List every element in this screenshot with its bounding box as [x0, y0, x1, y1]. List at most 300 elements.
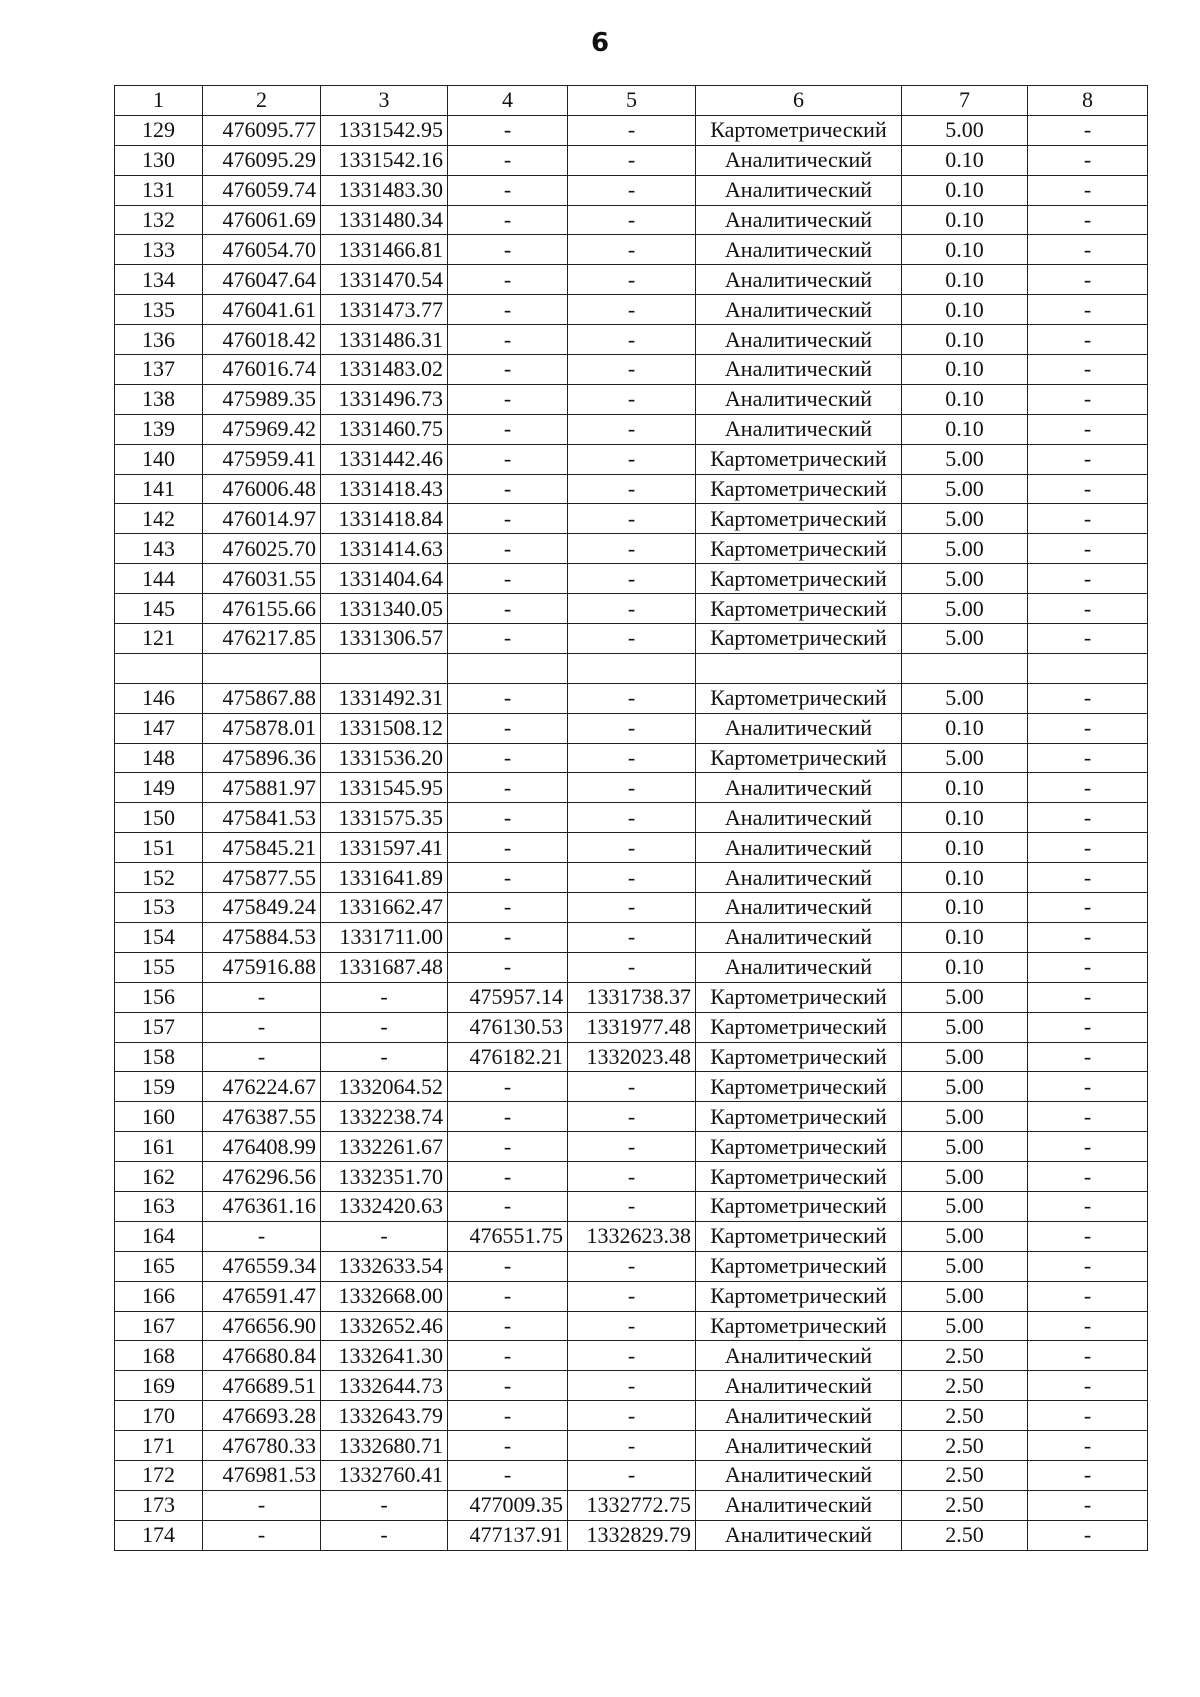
table-cell: - — [321, 1012, 448, 1042]
table-cell: 476680.84 — [203, 1341, 321, 1371]
table-cell: 165 — [115, 1251, 203, 1281]
table-cell: 476047.64 — [203, 265, 321, 295]
column-header: 2 — [203, 86, 321, 116]
table-cell: 476224.67 — [203, 1072, 321, 1102]
table-cell: 2.50 — [902, 1490, 1028, 1520]
table-row — [115, 1042, 1148, 1072]
table-cell: 1332829.79 — [568, 1520, 696, 1550]
table-cell: 135 — [115, 295, 203, 325]
table-cell: - — [568, 1401, 696, 1431]
table-row — [115, 922, 1148, 952]
table-cell: 0.10 — [902, 863, 1028, 893]
table-cell: - — [1028, 1281, 1148, 1311]
table-row — [115, 534, 1148, 564]
table-cell: 172 — [115, 1460, 203, 1490]
table-cell: 0.10 — [902, 205, 1028, 235]
table-cell: - — [448, 893, 568, 923]
table-cell: Картометрический — [696, 534, 902, 564]
table-cell: Аналитический — [696, 1371, 902, 1401]
column-header: 1 — [115, 86, 203, 116]
table-cell — [568, 653, 696, 683]
table-row — [115, 743, 1148, 773]
table-cell: 171 — [115, 1431, 203, 1461]
table-cell: 476591.47 — [203, 1281, 321, 1311]
table-cell: 1331340.05 — [321, 594, 448, 624]
table-cell: - — [448, 474, 568, 504]
table-cell: 5.00 — [902, 1042, 1028, 1072]
table-cell: - — [568, 833, 696, 863]
table-cell: Картометрический — [696, 1191, 902, 1221]
table-cell: - — [1028, 893, 1148, 923]
table-cell: 1332351.70 — [321, 1162, 448, 1192]
table-cell: - — [448, 1072, 568, 1102]
table-cell: - — [448, 355, 568, 385]
table-cell: 1332772.75 — [568, 1490, 696, 1520]
table-cell: - — [448, 1311, 568, 1341]
table-cell: - — [568, 1371, 696, 1401]
table-cell: - — [568, 1311, 696, 1341]
table-cell: 1332623.38 — [568, 1221, 696, 1251]
table-cell: - — [568, 1281, 696, 1311]
table-cell: - — [1028, 295, 1148, 325]
table-cell: - — [1028, 1072, 1148, 1102]
table-cell: 1332023.48 — [568, 1042, 696, 1072]
table-cell: - — [568, 564, 696, 594]
table-cell: - — [568, 803, 696, 833]
table-cell: Картометрический — [696, 683, 902, 713]
table-cell: 147 — [115, 713, 203, 743]
table-cell: 168 — [115, 1341, 203, 1371]
table-cell: - — [568, 1072, 696, 1102]
table-cell: - — [448, 833, 568, 863]
table-cell: 0.10 — [902, 833, 1028, 863]
table-cell: Аналитический — [696, 893, 902, 923]
table-cell: - — [448, 325, 568, 355]
table-cell: 169 — [115, 1371, 203, 1401]
table-cell: 1331575.35 — [321, 803, 448, 833]
table-cell: 2.50 — [902, 1431, 1028, 1461]
table-cell: 132 — [115, 205, 203, 235]
table-cell: 5.00 — [902, 1012, 1028, 1042]
table-cell: - — [448, 444, 568, 474]
table-cell: 152 — [115, 863, 203, 893]
table-row — [115, 833, 1148, 863]
table-cell: 2.50 — [902, 1341, 1028, 1371]
table-cell: 5.00 — [902, 534, 1028, 564]
table-cell: 5.00 — [902, 594, 1028, 624]
column-header: 7 — [902, 86, 1028, 116]
table-cell: 476031.55 — [203, 564, 321, 594]
table-row — [115, 325, 1148, 355]
table-cell: - — [1028, 1251, 1148, 1281]
table-cell: Аналитический — [696, 773, 902, 803]
table-cell: Картометрический — [696, 1132, 902, 1162]
table-cell: - — [1028, 564, 1148, 594]
table-cell: Аналитический — [696, 145, 902, 175]
table-cell: 475989.35 — [203, 384, 321, 414]
table-cell: 5.00 — [902, 1311, 1028, 1341]
table-cell: 2.50 — [902, 1371, 1028, 1401]
table-cell: 1331460.75 — [321, 414, 448, 444]
table-cell: - — [568, 1431, 696, 1461]
table-cell: - — [448, 743, 568, 773]
table-row — [115, 624, 1148, 654]
table-cell: - — [1028, 534, 1148, 564]
table-cell: Аналитический — [696, 1431, 902, 1461]
table-cell: 1332652.46 — [321, 1311, 448, 1341]
table-cell: 1331492.31 — [321, 683, 448, 713]
table-cell: Аналитический — [696, 713, 902, 743]
column-header: 4 — [448, 86, 568, 116]
table-row — [115, 504, 1148, 534]
table-cell: - — [568, 713, 696, 743]
table-cell: 1331418.43 — [321, 474, 448, 504]
table-cell: 5.00 — [902, 1221, 1028, 1251]
table-cell: 476095.77 — [203, 115, 321, 145]
table-cell: - — [568, 594, 696, 624]
table-cell: 146 — [115, 683, 203, 713]
table-cell: Картометрический — [696, 594, 902, 624]
table-cell — [902, 653, 1028, 683]
table-cell: - — [568, 325, 696, 355]
table-cell: 1332760.41 — [321, 1460, 448, 1490]
table-row — [115, 1072, 1148, 1102]
table-row — [115, 1520, 1148, 1550]
table-cell: - — [1028, 115, 1148, 145]
table-cell: - — [568, 115, 696, 145]
table-cell: - — [448, 1251, 568, 1281]
table-cell: - — [1028, 743, 1148, 773]
table-row — [115, 265, 1148, 295]
table-cell: - — [448, 1132, 568, 1162]
table-cell: Аналитический — [696, 384, 902, 414]
table-cell: 475877.55 — [203, 863, 321, 893]
table-cell — [448, 653, 568, 683]
table-cell: - — [1028, 1311, 1148, 1341]
table-cell: 163 — [115, 1191, 203, 1221]
table-cell: Картометрический — [696, 115, 902, 145]
table-cell: 475884.53 — [203, 922, 321, 952]
table-cell: - — [568, 265, 696, 295]
table-cell: 2.50 — [902, 1401, 1028, 1431]
coordinates-table — [114, 85, 1148, 1551]
table-row — [115, 444, 1148, 474]
table-cell: 167 — [115, 1311, 203, 1341]
table-cell: 1332668.00 — [321, 1281, 448, 1311]
table-cell: 5.00 — [902, 982, 1028, 1012]
table-cell: 142 — [115, 504, 203, 534]
table-cell: 5.00 — [902, 1072, 1028, 1102]
table-row — [115, 1162, 1148, 1192]
table-cell: - — [1028, 1490, 1148, 1520]
table-cell: 1331486.31 — [321, 325, 448, 355]
table-cell: 477009.35 — [448, 1490, 568, 1520]
table-cell: 476361.16 — [203, 1191, 321, 1221]
table-cell: Картометрический — [696, 564, 902, 594]
table-row — [115, 1311, 1148, 1341]
table-cell: Аналитический — [696, 1401, 902, 1431]
table-cell: 1331641.89 — [321, 863, 448, 893]
table-cell: 141 — [115, 474, 203, 504]
table-cell: 2.50 — [902, 1520, 1028, 1550]
table-cell: 476016.74 — [203, 355, 321, 385]
table-cell: 130 — [115, 145, 203, 175]
table-cell: 0.10 — [902, 175, 1028, 205]
table-cell: 476014.97 — [203, 504, 321, 534]
table-cell: - — [448, 504, 568, 534]
table-cell: 475896.36 — [203, 743, 321, 773]
table-row — [115, 863, 1148, 893]
column-header: 8 — [1028, 86, 1148, 116]
table-cell: - — [1028, 863, 1148, 893]
table-cell: - — [568, 922, 696, 952]
table-cell: 475881.97 — [203, 773, 321, 803]
table-cell: 150 — [115, 803, 203, 833]
table-row — [115, 1132, 1148, 1162]
table-cell: - — [568, 1341, 696, 1371]
table-cell: - — [568, 1162, 696, 1192]
table-cell: - — [1028, 773, 1148, 803]
table-cell: - — [568, 624, 696, 654]
table-cell: - — [1028, 145, 1148, 175]
table-cell: 476387.55 — [203, 1102, 321, 1132]
table-cell: 162 — [115, 1162, 203, 1192]
table-cell: 143 — [115, 534, 203, 564]
table-cell: 1331597.41 — [321, 833, 448, 863]
table-cell — [203, 653, 321, 683]
table-cell: - — [1028, 833, 1148, 863]
table-cell: 131 — [115, 175, 203, 205]
table-cell: - — [1028, 594, 1148, 624]
table-cell: 1331414.63 — [321, 534, 448, 564]
table-cell: - — [1028, 1371, 1148, 1401]
table-cell: - — [1028, 922, 1148, 952]
table-cell: - — [448, 1371, 568, 1401]
table-cell: - — [568, 145, 696, 175]
table-cell: - — [1028, 355, 1148, 385]
table-cell: 144 — [115, 564, 203, 594]
table-cell: - — [448, 863, 568, 893]
table-row — [115, 1341, 1148, 1371]
table-cell: 1332064.52 — [321, 1072, 448, 1102]
table-row — [115, 235, 1148, 265]
table-row — [115, 594, 1148, 624]
table-cell: 138 — [115, 384, 203, 414]
table-cell: 5.00 — [902, 624, 1028, 654]
table-cell: 5.00 — [902, 1102, 1028, 1132]
table-cell: Картометрический — [696, 1221, 902, 1251]
table-cell: - — [568, 683, 696, 713]
table-cell: 476006.48 — [203, 474, 321, 504]
table-cell: 476018.42 — [203, 325, 321, 355]
table-cell: Аналитический — [696, 325, 902, 355]
table-cell: Картометрический — [696, 1311, 902, 1341]
table-cell: 1331662.47 — [321, 893, 448, 923]
table-cell: Картометрический — [696, 444, 902, 474]
table-cell: 1332261.67 — [321, 1132, 448, 1162]
table-cell: Аналитический — [696, 1490, 902, 1520]
table-cell: 1331466.81 — [321, 235, 448, 265]
table-cell: 0.10 — [902, 325, 1028, 355]
table-cell: 1331306.57 — [321, 624, 448, 654]
table-cell: 2.50 — [902, 1460, 1028, 1490]
table-row — [115, 474, 1148, 504]
table-cell: 157 — [115, 1012, 203, 1042]
table-cell: 5.00 — [902, 1281, 1028, 1311]
table-cell: 174 — [115, 1520, 203, 1550]
table-cell: Аналитический — [696, 1341, 902, 1371]
table-cell: 1331442.46 — [321, 444, 448, 474]
column-header: 5 — [568, 86, 696, 116]
table-cell: 1331480.34 — [321, 205, 448, 235]
table-cell: 129 — [115, 115, 203, 145]
table-cell: Картометрический — [696, 1251, 902, 1281]
table-cell: - — [568, 444, 696, 474]
table-cell: - — [1028, 982, 1148, 1012]
table-cell: 0.10 — [902, 803, 1028, 833]
table-row — [115, 115, 1148, 145]
table-cell: 0.10 — [902, 295, 1028, 325]
table-cell: 475957.14 — [448, 982, 568, 1012]
table-cell: - — [1028, 713, 1148, 743]
table-cell: 145 — [115, 594, 203, 624]
table-cell: - — [568, 893, 696, 923]
table-cell: Аналитический — [696, 355, 902, 385]
table-cell — [1028, 653, 1148, 683]
table-cell: 475849.24 — [203, 893, 321, 923]
table-cell: - — [203, 1490, 321, 1520]
table-cell: - — [321, 982, 448, 1012]
table-cell: - — [1028, 175, 1148, 205]
table-cell: 1331536.20 — [321, 743, 448, 773]
table-cell: - — [1028, 1102, 1148, 1132]
table-cell: 1332643.79 — [321, 1401, 448, 1431]
table-cell: - — [321, 1520, 448, 1550]
table-cell: - — [568, 414, 696, 444]
table-row — [115, 1431, 1148, 1461]
table-row — [115, 384, 1148, 414]
table-cell: - — [1028, 474, 1148, 504]
table-row — [115, 1102, 1148, 1132]
table-cell: 5.00 — [902, 1132, 1028, 1162]
table-cell: Аналитический — [696, 952, 902, 982]
table-row — [115, 773, 1148, 803]
table-cell: - — [321, 1490, 448, 1520]
column-header: 3 — [321, 86, 448, 116]
table-cell: Картометрический — [696, 1042, 902, 1072]
table-cell: - — [1028, 444, 1148, 474]
table-cell: 5.00 — [902, 1162, 1028, 1192]
table-row — [115, 1012, 1148, 1042]
table-cell: 476061.69 — [203, 205, 321, 235]
table-cell: 475959.41 — [203, 444, 321, 474]
table-cell: - — [448, 624, 568, 654]
table-cell: - — [203, 982, 321, 1012]
table-cell: 476130.53 — [448, 1012, 568, 1042]
table-cell: 475867.88 — [203, 683, 321, 713]
table-cell: 476054.70 — [203, 235, 321, 265]
table-cell: - — [568, 773, 696, 803]
table-row — [115, 1460, 1148, 1490]
table-cell: Аналитический — [696, 205, 902, 235]
table-cell: 1332420.63 — [321, 1191, 448, 1221]
table-cell: 170 — [115, 1401, 203, 1431]
table-row — [115, 1401, 1148, 1431]
table-cell: Аналитический — [696, 265, 902, 295]
table-cell: 476693.28 — [203, 1401, 321, 1431]
table-cell: 1332641.30 — [321, 1341, 448, 1371]
table-cell: - — [448, 235, 568, 265]
table-cell: 5.00 — [902, 683, 1028, 713]
table-cell: 476025.70 — [203, 534, 321, 564]
table-cell: - — [568, 175, 696, 205]
table-cell: 140 — [115, 444, 203, 474]
table-cell: 1331483.02 — [321, 355, 448, 385]
table-row — [115, 713, 1148, 743]
table-row — [115, 175, 1148, 205]
table-cell: 0.10 — [902, 265, 1028, 295]
table-cell: 5.00 — [902, 743, 1028, 773]
table-cell: 1331483.30 — [321, 175, 448, 205]
table-cell: 139 — [115, 414, 203, 444]
table-cell: - — [448, 534, 568, 564]
table-cell: 476155.66 — [203, 594, 321, 624]
table-cell: - — [203, 1221, 321, 1251]
table-cell: 1331711.00 — [321, 922, 448, 952]
table-row — [115, 1221, 1148, 1251]
table-cell: - — [448, 922, 568, 952]
table-cell: - — [568, 1251, 696, 1281]
table-cell: 1331473.77 — [321, 295, 448, 325]
table-cell — [321, 653, 448, 683]
table-cell: 476981.53 — [203, 1460, 321, 1490]
table-cell: 5.00 — [902, 474, 1028, 504]
table-cell: Картометрический — [696, 1012, 902, 1042]
table-cell: - — [448, 1191, 568, 1221]
table-cell: 5.00 — [902, 1251, 1028, 1281]
table-cell: - — [321, 1042, 448, 1072]
table-cell: 133 — [115, 235, 203, 265]
table-cell: 148 — [115, 743, 203, 773]
table-cell: Аналитический — [696, 1460, 902, 1490]
table-row — [115, 1251, 1148, 1281]
table-cell: - — [1028, 1132, 1148, 1162]
table-cell: Картометрический — [696, 982, 902, 1012]
table-cell: Аналитический — [696, 922, 902, 952]
table-cell: 1331418.84 — [321, 504, 448, 534]
table-cell: Аналитический — [696, 414, 902, 444]
table-cell: 476780.33 — [203, 1431, 321, 1461]
table-cell: - — [1028, 952, 1148, 982]
table-cell: 475841.53 — [203, 803, 321, 833]
table-cell: 0.10 — [902, 235, 1028, 265]
table-cell: 164 — [115, 1221, 203, 1251]
table-cell: - — [568, 1102, 696, 1132]
table-cell: - — [1028, 235, 1148, 265]
table-cell: - — [568, 743, 696, 773]
table-cell: - — [448, 1431, 568, 1461]
table-cell: 1331738.37 — [568, 982, 696, 1012]
table-cell: 136 — [115, 325, 203, 355]
table-cell: - — [1028, 1012, 1148, 1042]
table-cell: 5.00 — [902, 1191, 1028, 1221]
table-cell: 477137.91 — [448, 1520, 568, 1550]
table-cell: - — [1028, 1042, 1148, 1072]
table-cell: 1332680.71 — [321, 1431, 448, 1461]
table-cell: Аналитический — [696, 295, 902, 325]
table-cell: 158 — [115, 1042, 203, 1072]
table-cell: Картометрический — [696, 474, 902, 504]
